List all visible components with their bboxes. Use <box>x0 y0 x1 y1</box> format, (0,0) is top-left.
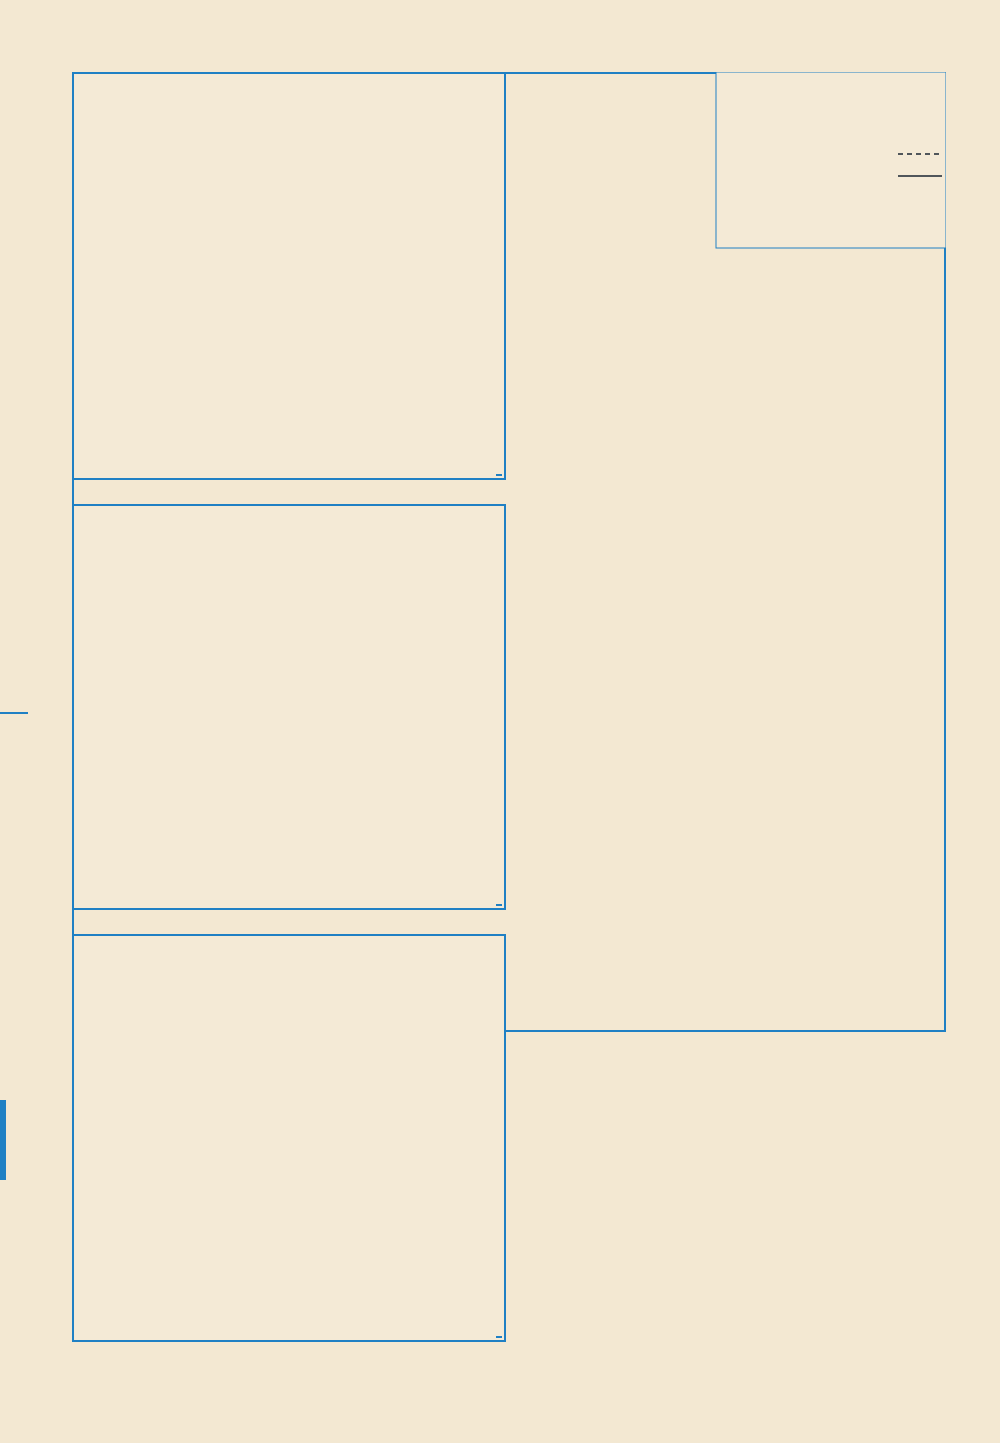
map-pressure-change-graphic <box>74 936 506 1342</box>
weather-article <box>506 752 946 1032</box>
map-850hpa <box>72 504 506 910</box>
edge-bar <box>0 1100 6 1180</box>
map-caption-pressure-change <box>72 1342 506 1366</box>
map-500hpa <box>72 72 506 480</box>
map-pressure-change <box>72 934 506 1342</box>
sounding-chart <box>506 72 946 748</box>
map-500hpa-graphic <box>74 74 506 480</box>
map-caption-500hpa <box>72 480 506 504</box>
sounding-chart-svg <box>506 72 946 748</box>
edge-mark <box>0 712 28 714</box>
map-scale <box>496 1336 502 1338</box>
map-850hpa-graphic <box>74 506 506 910</box>
map-caption-850hpa <box>72 910 506 934</box>
map-scale <box>496 904 502 906</box>
legend-box <box>716 72 946 248</box>
map-scale <box>496 474 502 476</box>
